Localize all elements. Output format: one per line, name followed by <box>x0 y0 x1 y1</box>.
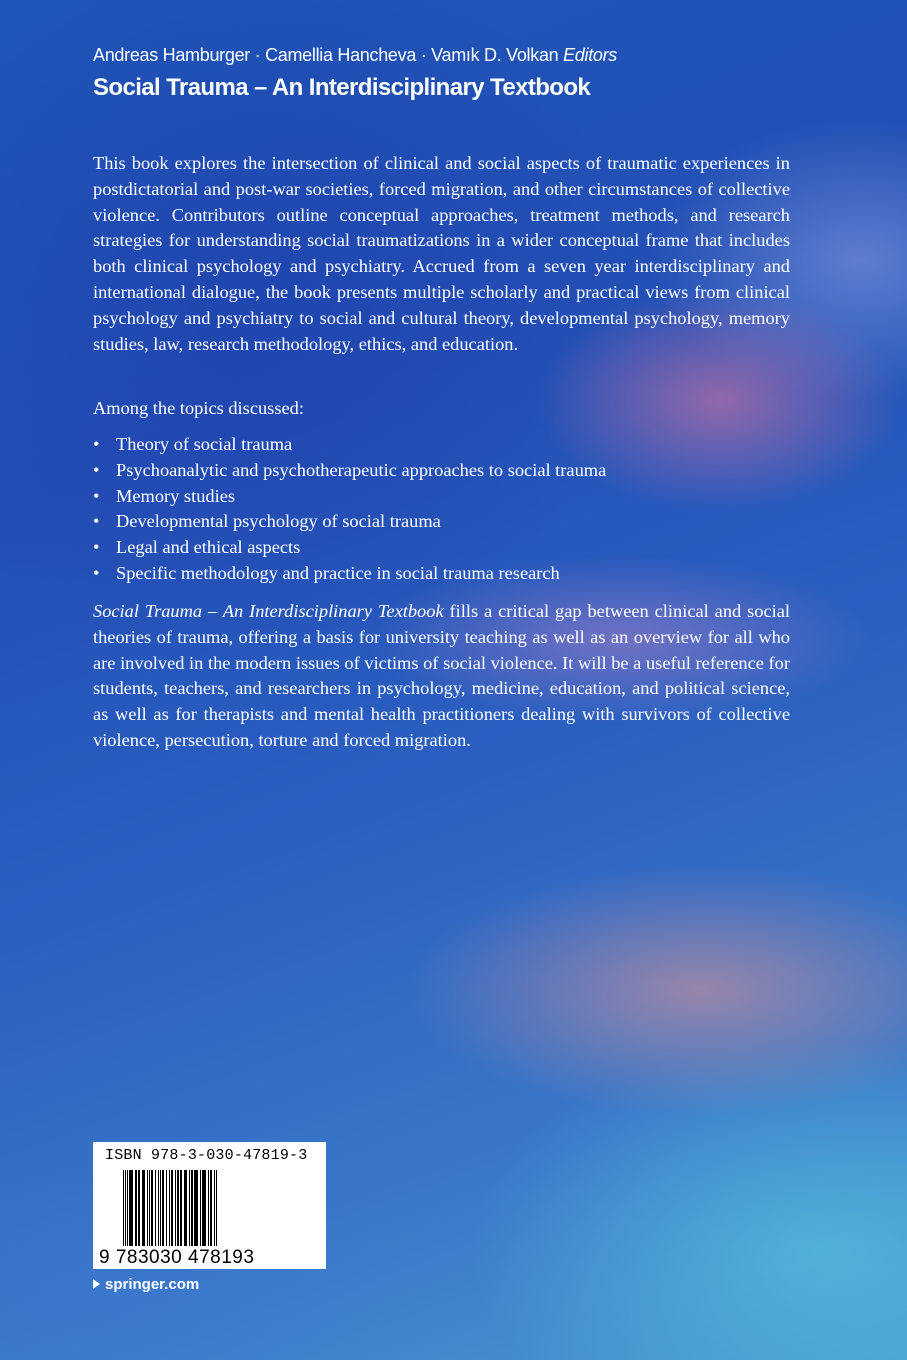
barcode-digits: 9 783030 478193 <box>99 1247 255 1268</box>
barcode-bar <box>214 1170 215 1246</box>
topic-text: Theory of social trauma <box>116 434 293 454</box>
list-item <box>93 432 793 458</box>
barcode-bar <box>151 1170 153 1246</box>
barcode-bar <box>138 1170 140 1246</box>
bullet-icon: • <box>93 459 100 480</box>
barcode-bar <box>175 1170 176 1246</box>
list-item <box>93 509 793 535</box>
barcode-bar <box>125 1170 126 1246</box>
barcode-bar <box>155 1170 156 1246</box>
list-item <box>93 535 793 561</box>
barcode-bar <box>210 1170 212 1246</box>
publisher-link[interactable] <box>93 1276 199 1293</box>
paragraph-2-book-title: Social Trauma – An Interdisciplinary Textbook <box>93 601 444 621</box>
barcode-bar <box>180 1170 182 1246</box>
barcode-bar <box>123 1170 124 1246</box>
barcode-bar <box>160 1170 161 1246</box>
list-item <box>93 561 793 587</box>
bullet-icon: • <box>93 562 100 583</box>
editors-role: Editors <box>563 45 617 65</box>
topic-text: Legal and ethical aspects <box>116 537 301 558</box>
barcode-bar <box>142 1170 145 1246</box>
topics-list <box>93 432 793 587</box>
editors-line <box>93 45 617 66</box>
isbn-barcode <box>93 1142 326 1269</box>
book-title: Social Trauma – An Interdisciplinary Textbook <box>93 74 591 101</box>
topic-text: Psychoanalytic and psychotherapeutic approaches to social trauma <box>116 459 607 480</box>
topic-text: Memory studies <box>116 485 236 506</box>
barcode-bar <box>184 1170 187 1246</box>
barcode-bar <box>169 1170 170 1246</box>
barcode-bar <box>191 1170 193 1246</box>
paragraph-2-text: fills a critical gap between clinical and social theories of trauma, offering a basis for university teaching as well as an overview for all who are involved in the modern issues of victims of social violence. It will be a useful reference for students, teachers, and researchers in psychology, medicine, education, and political science, as well as for therapists and mental health practitioners dealing with survivors of collective violence, persecution, torture and forced migration. <box>93 601 790 750</box>
topic-text: Specific methodology and practice in social trauma research <box>116 562 560 583</box>
barcode-bar <box>158 1170 159 1246</box>
barcode-bar <box>147 1170 148 1246</box>
barcode-bars <box>123 1170 303 1248</box>
barcode-bar <box>166 1170 167 1246</box>
barcode-bar <box>127 1170 128 1246</box>
topics-lead: Among the topics discussed: <box>93 398 304 418</box>
list-item <box>93 484 793 510</box>
editors-names: Andreas Hamburger · Camellia Hancheva · Vamık D. Volkan <box>93 45 559 65</box>
barcode-bar <box>171 1170 173 1246</box>
barcode-bar <box>177 1170 179 1246</box>
barcode-bar <box>129 1170 133 1246</box>
barcode-bar <box>216 1170 217 1246</box>
description-paragraph-2 <box>93 599 790 754</box>
bullet-icon: • <box>93 485 100 506</box>
isbn-label: ISBN 978-3-030-47819-3 <box>105 1147 308 1164</box>
publisher-url: springer.com <box>105 1276 200 1293</box>
bullet-icon: • <box>93 434 100 454</box>
barcode-bar <box>162 1170 164 1246</box>
barcode-bar <box>194 1170 198 1246</box>
barcode-bar <box>149 1170 150 1246</box>
list-item <box>93 458 793 484</box>
arrow-right-icon <box>93 1279 100 1289</box>
barcode-bar <box>135 1170 137 1246</box>
barcode-bar <box>189 1170 190 1246</box>
bullet-icon: • <box>93 537 100 558</box>
bullet-icon: • <box>93 511 100 532</box>
barcode-bar <box>200 1170 201 1246</box>
barcode-bar <box>202 1170 206 1246</box>
barcode-bar <box>208 1170 209 1246</box>
description-paragraph-1: This book explores the intersection of clinical and social aspects of traumatic experiences in postdictatorial and post-war societies, forced migration, and other circumstances of collective violence. Contributors outline conceptual approaches, treatment methods, and research strategies for understanding social traumatizations in a wider conceptual frame that includes both clinical psychology and psychiatry. Accrued from a seven year interdisciplinary and international dialogue, the book presents multiple scholarly and practical views from clinical psychology and psychiatry to social and cultural theory, developmental psychology, memory studies, law, research methodology, ethics, and education. <box>93 153 790 354</box>
topic-text: Developmental psychology of social trauma <box>116 511 441 532</box>
